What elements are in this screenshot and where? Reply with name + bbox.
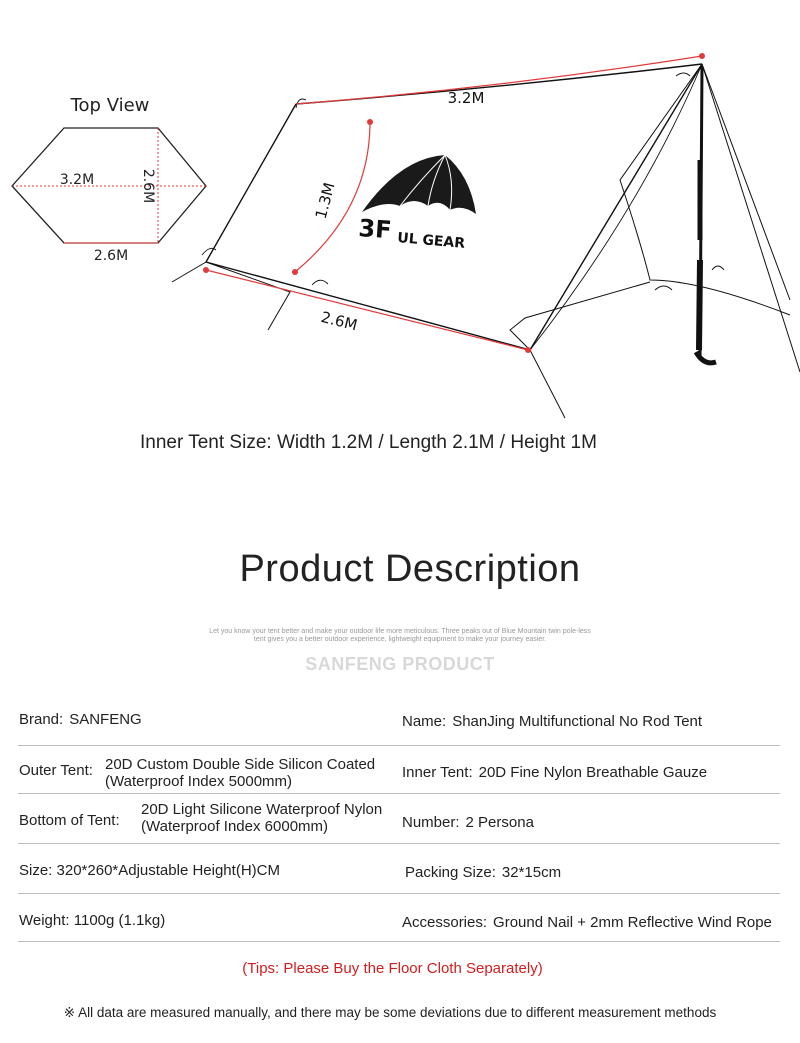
inner-tent-value: 20D Fine Nylon Breathable Gauze (478, 764, 708, 781)
row-divider (18, 843, 780, 844)
spec-row-size (18, 846, 780, 894)
spec-row-bottom (18, 796, 780, 844)
tent-diagram (0, 0, 800, 420)
accessories-cell (402, 914, 772, 931)
inner-tent-cell (402, 764, 707, 781)
logo-main: 3F (357, 214, 393, 245)
packing-value: 32*15cm (501, 864, 562, 881)
tagline-line-2: tent gives you a better outdoor experience, lightweight equipment to make your journey easier. (253, 636, 547, 643)
brand-cell (19, 711, 142, 728)
top-view-height-label: 2.6M (140, 168, 156, 204)
measurement-footnote: ※ All data are measured manually, and there may be some deviations due to different measurement methods (63, 1005, 717, 1020)
ridge-length-label: 3.2M (447, 89, 485, 107)
outer-tent-value-line-2: (Waterproof Index 5000mm) (105, 773, 293, 790)
row-divider (18, 941, 780, 942)
brand-subtitle: SANFENG PRODUCT (305, 654, 495, 674)
accessories-value: Ground Nail + 2mm Reflective Wind Rope (493, 914, 772, 931)
top-view-title: Top View (70, 95, 150, 116)
spec-row-weight (18, 894, 780, 942)
size-text: Size: 320*260*Adjustable Height(H)CM (19, 862, 280, 879)
outer-tent-value (105, 756, 375, 790)
bottom-tent-label: Bottom of Tent: (19, 812, 120, 829)
brand-logo (358, 155, 476, 252)
top-view-bottom-label: 2.6M (93, 248, 129, 264)
weight-text: Weight: 1100g (1.1kg) (19, 912, 166, 929)
logo-sub: UL GEAR (396, 230, 466, 252)
side-height-label: 1.3M (311, 180, 339, 221)
row-divider (18, 793, 780, 794)
number-label: Number: (402, 814, 460, 831)
number-value: 2 Persona (465, 814, 534, 831)
number-cell (402, 814, 534, 831)
name-value: ShanJing Multifunctional No Rod Tent (452, 713, 703, 730)
bottom-tent-value-line-1: 20D Light Silicone Waterproof Nylon (141, 801, 383, 818)
name-cell (402, 713, 702, 730)
tips-note: (Tips: Please Buy the Floor Cloth Separately) (242, 960, 543, 977)
brand-value: SANFENG (69, 711, 142, 728)
spec-row-outer (18, 746, 780, 794)
accessories-label: Accessories: (402, 914, 488, 931)
bottom-tent-value-line-2: (Waterproof Index 6000mm) (141, 818, 329, 835)
brand-label: Brand: (19, 711, 64, 728)
tarp-outline (172, 64, 800, 418)
trekking-pole (696, 66, 716, 363)
name-label: Name: (402, 713, 447, 730)
tagline-line-1: Let you know your tent better and make your outdoor life more meticulous. Three peaks out of Blue Mountain twin pole-less (209, 628, 591, 635)
spec-row-brand (18, 698, 780, 746)
outer-tent-label: Outer Tent: (19, 762, 93, 779)
outer-tent-value-line-1: 20D Custom Double Side Silicon Coated (105, 756, 376, 773)
front-length-label: 2.6M (319, 307, 360, 335)
packing-cell (405, 864, 561, 881)
top-view-width-label: 3.2M (59, 172, 95, 188)
tagline (180, 628, 620, 644)
packing-label: Packing Size: (405, 864, 496, 881)
inner-tent-size: Inner Tent Size: Width 1.2M / Length 2.1M / Height 1M (140, 432, 597, 453)
section-title: Product Description (239, 548, 581, 590)
inner-tent-label: Inner Tent: (402, 764, 473, 781)
bottom-tent-value (141, 801, 382, 835)
